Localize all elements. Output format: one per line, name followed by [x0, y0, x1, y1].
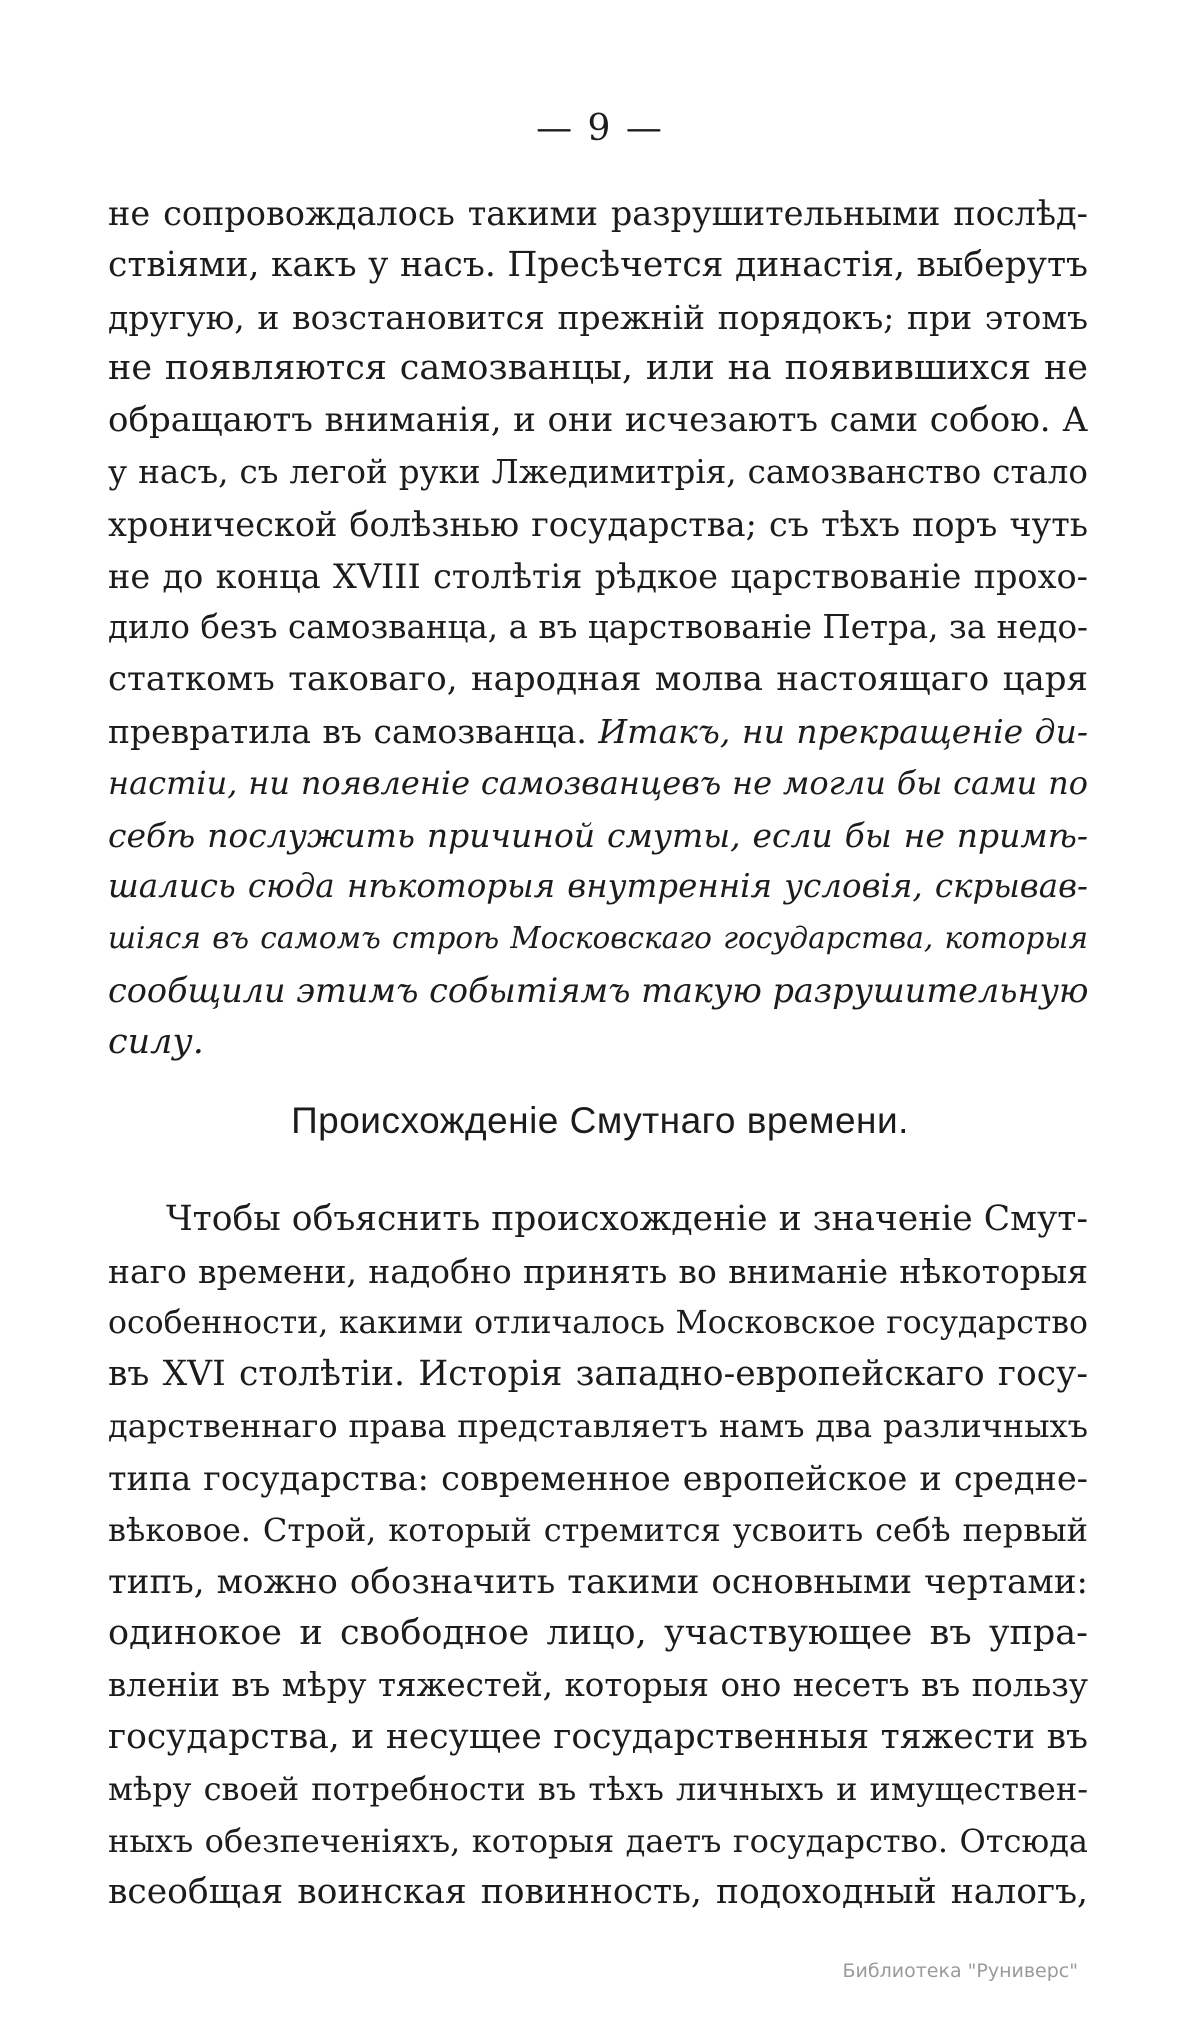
text-line: хронической болѣзнью государства; съ тѣхъ поръ чуть [108, 504, 1088, 544]
text-line: другую, и возстановится прежній порядокъ; при этомъ [108, 297, 1088, 337]
text-line: типъ, можно обозначить такими основными чертами: [108, 1561, 1088, 1602]
text-line: Чтобы объяснить происхожденіе и значеніе Смут- [166, 1199, 1088, 1239]
text-line: не сопровождалось такими разрушительными послѣд- [108, 194, 1088, 233]
text-line-italic: настіи, ни появленіе самозванцевъ не могли бы сами по [108, 763, 1088, 802]
text-line: одинокое и свободное лицо, участвующее въ упра- [108, 1613, 1088, 1654]
text-line-italic: себѣ послужить причиной смуты, если бы не примѣ- [108, 815, 1088, 855]
text-line: типа государства: современное европейское и средне- [108, 1458, 1088, 1498]
text-line: всеобщая воинская повинность, подоходный налогъ, [108, 1872, 1088, 1913]
paragraph-1 [108, 188, 1088, 1069]
text-line-italic: шіяся въ самомъ строѣ Московскаго государства, которыя [108, 921, 1088, 956]
text-line: вѣковое. Строй, который стремится усвоить себѣ первый [108, 1510, 1088, 1549]
text-line: наго времени, надобно принять во вниманіе нѣкоторыя [108, 1251, 1088, 1291]
text-line: не до конца XVIII столѣтія рѣдкое царствованіе прохо- [108, 556, 1088, 596]
text-line: ныхъ обезпеченіяхъ, которыя даетъ государство. Отсюда [108, 1821, 1088, 1860]
text-line: вленіи въ мѣру тяжестей, которыя оно несетъ въ пользу [108, 1666, 1088, 1705]
text-line: дило безъ самозванца, а въ царствованіе Петра, за недо- [108, 608, 1088, 647]
text-line-italic: силу. [108, 1021, 204, 1062]
text-line-italic: шались сюда нѣкоторыя внутреннія условія, скрывав- [108, 867, 1088, 906]
text-line: особенности, какими отличалось Московское государство [108, 1304, 1088, 1341]
library-watermark: Библиотека "Руниверс" [842, 1960, 1078, 1982]
text-line: обращаютъ вниманія, и они исчезаютъ сами собою. А [108, 400, 1088, 441]
text-line: не появляются самозванцы, или на появившихся не [108, 348, 1088, 389]
page-number: — 9 — [536, 108, 664, 149]
text-line-mixed [108, 706, 1088, 758]
text-line: въ XVI столѣтіи. Исторія западно-европейскаго госу- [108, 1354, 1088, 1395]
text-italic: Итакъ, ни прекращеніе ди- [598, 711, 1088, 751]
text-line: государства, и несущее государственныя тяжести въ [108, 1716, 1088, 1757]
text-line: дарственнаго права представляетъ намъ два различныхъ [108, 1407, 1088, 1446]
text-plain: превратила въ самозванца. [108, 711, 599, 751]
text-line: статкомъ таковаго, народная молва настоящаго царя [108, 659, 1088, 700]
text-line: у насъ, съ легой руки Лжедимитрія, самозванство стало [108, 452, 1088, 491]
paragraph-2 [108, 1194, 1088, 1919]
text-line-italic: сообщили этимъ событіямъ такую разрушительную [108, 970, 1088, 1010]
section-heading: Происхожденіе Смутнаго времени. [291, 1100, 909, 1141]
text-line: ствіями, какъ у насъ. Пресѣчется династія, выберутъ [108, 244, 1088, 285]
text-line: мѣру своей потребности въ тѣхъ личныхъ и имуществен- [108, 1769, 1088, 1808]
